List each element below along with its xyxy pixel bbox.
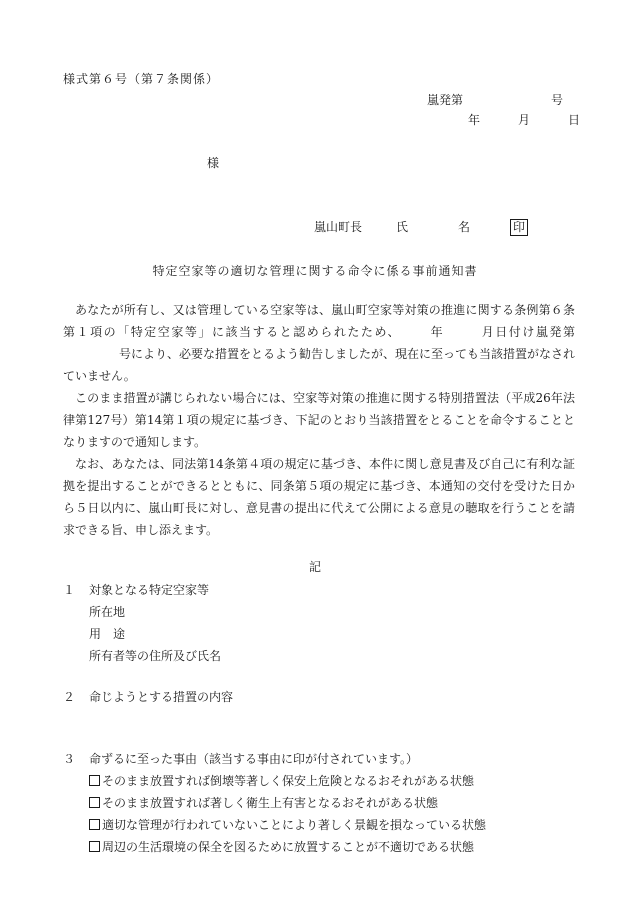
addressee-honorific: 様 (207, 156, 220, 170)
p1-part-b: 日付け嵐発第 (495, 325, 575, 339)
item-3-label: 命ずるに至った事由（該当する事由に印が付されています。） (89, 752, 419, 766)
item-1-number: １ (63, 583, 76, 597)
seal-mark: 印 (510, 219, 528, 236)
date-day: 日 (568, 113, 581, 127)
p1-month: 月 (480, 325, 496, 339)
issue-date (468, 111, 580, 128)
reason-text-3: 適切な管理が行われていないことにより著しく景観を損なっている状態 (102, 818, 487, 832)
reason-text-2: そのまま放置すれば著しく衛生上有害となるおそれがある状態 (102, 796, 439, 810)
item-2-number: ２ (63, 690, 76, 704)
p1-part-a: あなたが所有し、又は管理している空家等は、嵐山町空家等対策の推進に関する条例第６条第１項の「特定空家等」に該当すると認められたため、 (63, 303, 575, 339)
issue-number (427, 91, 563, 108)
sender-name-label-1: 氏 (396, 220, 409, 234)
checkbox-icon[interactable] (89, 775, 100, 786)
issue-suffix: 号 (551, 93, 564, 107)
body-text (63, 299, 575, 541)
sender-name-label-2: 名 (458, 220, 471, 234)
sender-line (314, 218, 528, 236)
checkbox-icon[interactable] (89, 797, 100, 808)
form-number: 様式第６号（第７条関係） (63, 72, 220, 86)
item-2-label: 命じようとする措置の内容 (89, 690, 234, 704)
p1-part-c: 号により、必要な措置をとるよう勧告しましたが、現在に至っても当該措置がなされていません。 (63, 347, 576, 383)
sender-title: 嵐山町長 (314, 220, 363, 234)
date-year: 年 (468, 113, 481, 127)
issue-prefix: 嵐発第 (427, 93, 464, 107)
document-title: 特定空家等の適切な管理に関する命令に係る事前通知書 (152, 264, 478, 278)
item-1-usage: 用 途 (89, 627, 126, 641)
item-1-location: 所在地 (89, 605, 126, 619)
item-1-label: 対象となる特定空家等 (89, 583, 210, 597)
body-paragraph-2: このまま措置が講じられない場合には、空家等対策の推進に関する特別措置法（平成26年法律第127号）第14第１項の規定に基づき、下記のとおり当該措置をとることを命令することとなりますので通知します。 (63, 391, 575, 449)
item-1-owner: 所有者等の住所及び氏名 (89, 649, 222, 663)
body-paragraph-1 (63, 299, 575, 387)
checkbox-icon[interactable] (89, 819, 100, 830)
reason-text-4: 周辺の生活環境の保全を図るために放置することが不適切である状態 (102, 840, 475, 854)
ki-heading: 記 (308, 560, 321, 574)
reason-text-1: そのまま放置すれば倒壊等著しく保安上危険となるおそれがある状態 (102, 774, 475, 788)
checkbox-icon[interactable] (89, 841, 100, 852)
p1-year: 年 (429, 325, 445, 339)
body-paragraph-3: なお、あなたは、同法第14条第４項の規定に基づき、本件に関し意見書及び自己に有利な証拠を提出することができるとともに、同条第５項の規定に基づき、本通知の交付を受けた日から５日以内に、嵐山町長に対し、意見書の提出に代えて公開による意見の聴取を行うことを請求できる旨、申し添えます。 (63, 457, 575, 537)
date-month: 月 (518, 113, 531, 127)
item-3-number: ３ (63, 752, 76, 766)
